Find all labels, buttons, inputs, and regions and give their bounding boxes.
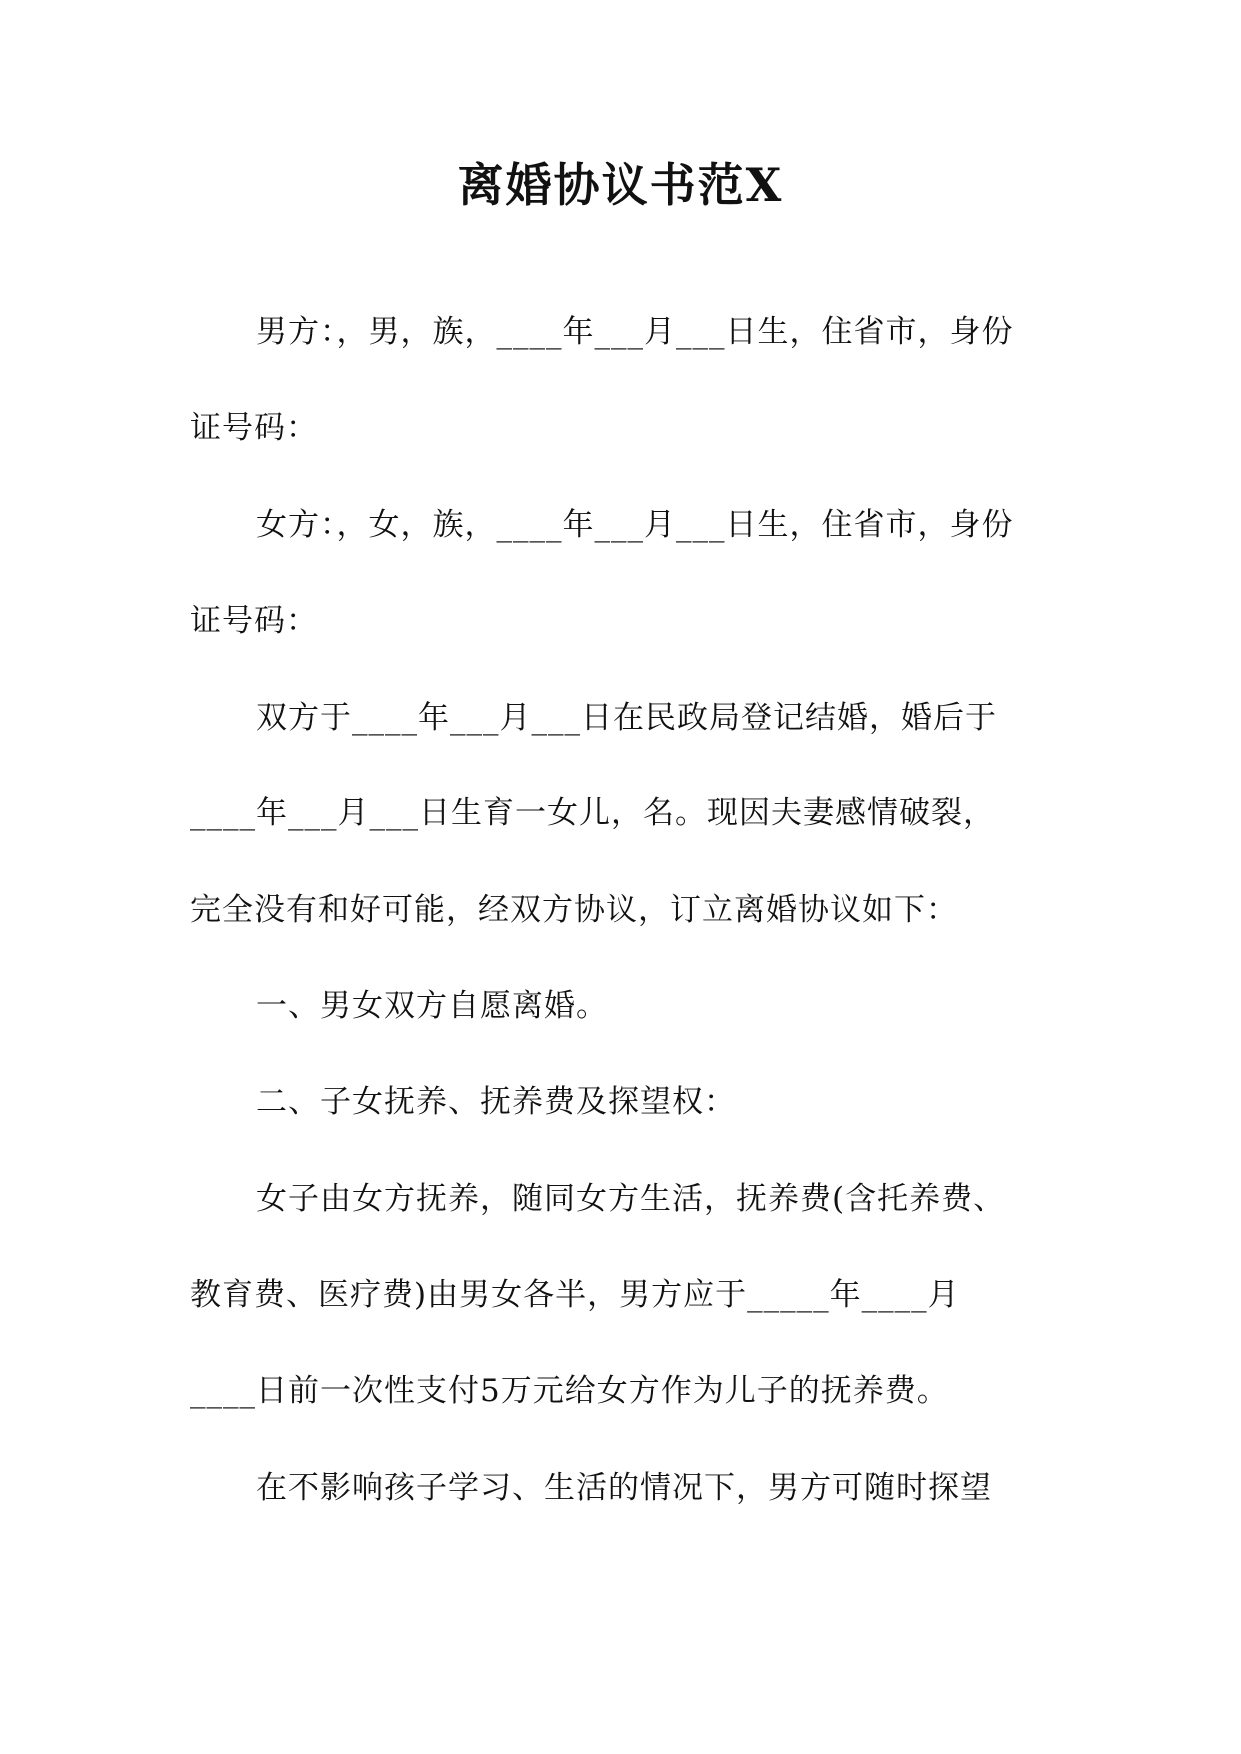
paragraph-line-custody-cost: 教育费、医疗费)由男女各半，男方应于_____年____月 — [190, 1277, 960, 1313]
paragraph-line-female-party: 女方：，女，族，____年___月___日生，住省市，身份 — [256, 507, 1014, 543]
document-title: 离婚协议书范X — [457, 158, 784, 212]
paragraph-line-visitation: 在不影响孩子学习、生活的情况下，男方可随时探望 — [256, 1470, 992, 1506]
paragraph-line-male-party: 男方：，男，族，____年___月___日生，住省市，身份 — [256, 314, 1014, 350]
clause-two-heading: 二、子女抚养、抚养费及探望权： — [256, 1084, 736, 1120]
paragraph-line-child-birth: ____年___月___日生育一女儿，名。现因夫妻感情破裂， — [190, 795, 995, 831]
paragraph-line-custody-payment: ____日前一次性支付5万元给女方作为儿子的抚养费。 — [190, 1373, 949, 1409]
paragraph-line-custody: 女子由女方抚养，随同女方生活，抚养费(含托养费、 — [256, 1181, 1006, 1217]
paragraph-line-female-id: 证号码： — [190, 603, 318, 639]
paragraph-line-male-id: 证号码： — [190, 410, 318, 446]
clause-one: 一、男女双方自愿离婚。 — [256, 988, 608, 1024]
paragraph-line-agreement-intro: 完全没有和好可能，经双方协议，订立离婚协议如下： — [190, 892, 958, 928]
paragraph-line-marriage: 双方于____年___月___日在民政局登记结婚，婚后于 — [256, 700, 997, 736]
